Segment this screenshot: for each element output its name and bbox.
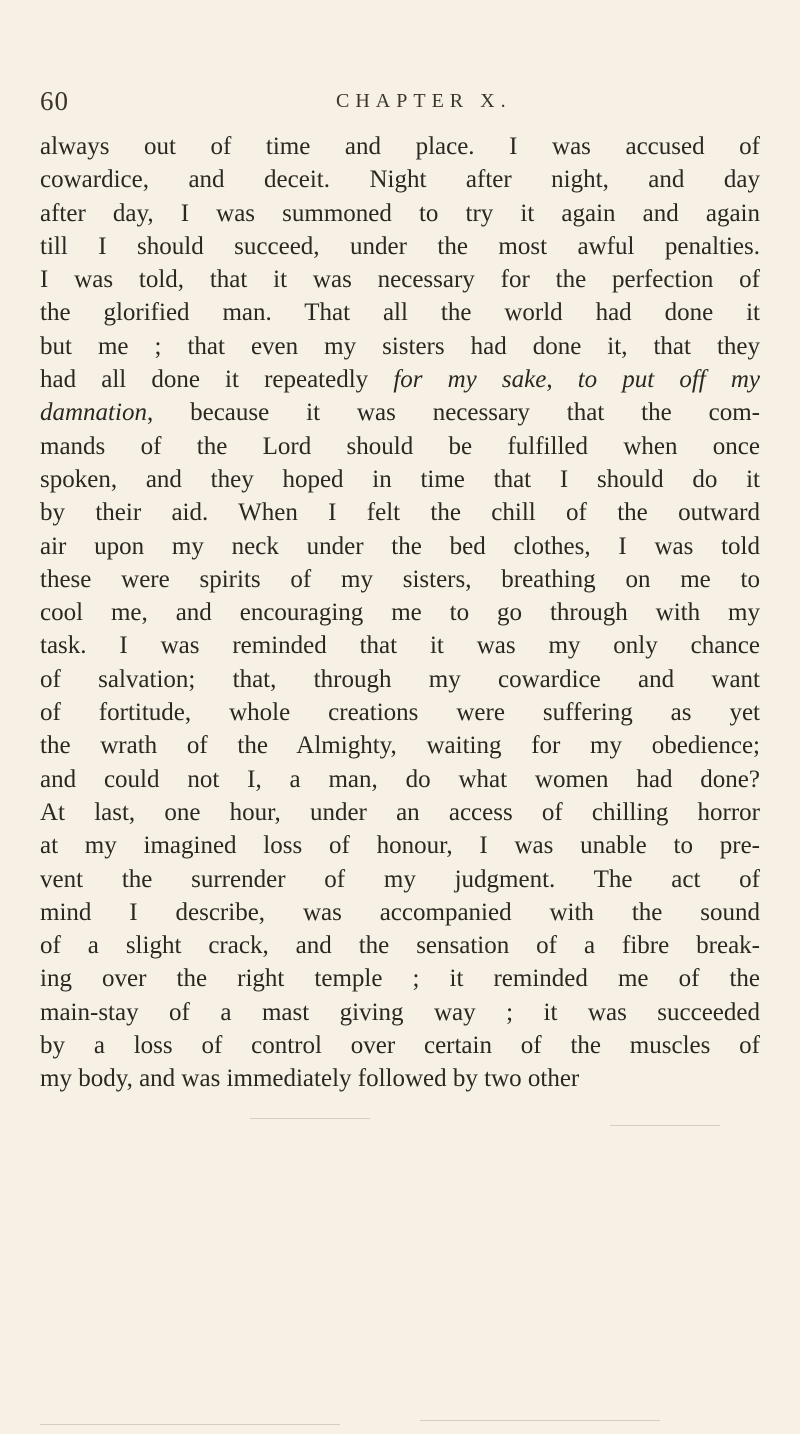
text-line: vent the surrender of my judgment. The act of bbox=[40, 865, 760, 893]
italic-phrase: to put off my bbox=[577, 366, 760, 394]
text-line: cool me, and encouraging me to go through with my bbox=[40, 599, 760, 627]
text-line: of a slight crack, and the sensation of a fibre break- bbox=[40, 932, 760, 960]
text-line: task. I was reminded that it was my only chance bbox=[40, 632, 760, 660]
text-line-italic-mixed bbox=[40, 396, 760, 429]
text-line-italic-mixed bbox=[40, 363, 760, 396]
text-line: spoken, and they hoped in time that I should do it bbox=[40, 465, 760, 493]
text-line: after day, I was summoned to try it again and again bbox=[40, 199, 760, 227]
text-line: mind I describe, was accompanied with the sound bbox=[40, 898, 760, 926]
text-line: main-stay of a mast giving way ; it was succeeded bbox=[40, 998, 760, 1026]
text-segment: , bbox=[546, 366, 578, 394]
text-line: always out of time and place. I was accused of bbox=[40, 133, 760, 160]
text-line: of fortitude, whole creations were suffering as yet bbox=[40, 699, 760, 727]
paper-smudge bbox=[40, 1424, 340, 1425]
italic-phrase: for my sake bbox=[393, 366, 547, 394]
text-line: ing over the right temple ; it reminded me of the bbox=[40, 965, 760, 993]
text-line: air upon my neck under the bed clothes, I was told bbox=[40, 532, 760, 560]
text-segment: had all done it repeatedly bbox=[40, 366, 394, 394]
text-segment: , because it was necessary that the com- bbox=[146, 399, 760, 427]
paper-smudge bbox=[420, 1420, 660, 1421]
running-head: CHAPTER X. bbox=[336, 90, 512, 112]
text-line: till I should succeed, under the most awful penalties. bbox=[40, 232, 760, 260]
text-line: but me ; that even my sisters had done it, that they bbox=[40, 332, 760, 360]
page-number: 60 bbox=[40, 86, 69, 116]
text-line: the glorified man. That all the world had done it bbox=[40, 299, 760, 327]
text-line: cowardice, and deceit. Night after night, and day bbox=[40, 166, 760, 194]
text-line: my body, and was immediately followed by two other bbox=[40, 1065, 580, 1093]
text-line: at my imagined loss of honour, I was unable to pre- bbox=[40, 832, 760, 860]
paper-smudge bbox=[610, 1125, 720, 1126]
body-text bbox=[40, 130, 760, 1096]
text-line: by their aid. When I felt the chill of the outward bbox=[40, 499, 760, 527]
italic-phrase: damnation bbox=[40, 399, 147, 427]
text-line: of salvation; that, through my cowardice and want bbox=[40, 665, 760, 693]
paper-smudge bbox=[250, 1118, 370, 1119]
text-line: I was told, that it was necessary for the perfection of bbox=[40, 266, 760, 294]
text-line: these were spirits of my sisters, breathing on me to bbox=[40, 565, 760, 593]
text-line: and could not I, a man, do what women had done? bbox=[40, 765, 760, 793]
text-line: the wrath of the Almighty, waiting for my obedience; bbox=[40, 732, 760, 760]
text-line: by a loss of control over certain of the muscles of bbox=[40, 1032, 760, 1060]
text-line: mands of the Lord should be fulfilled when once bbox=[40, 432, 760, 460]
text-line: At last, one hour, under an access of chilling horror bbox=[40, 798, 760, 826]
